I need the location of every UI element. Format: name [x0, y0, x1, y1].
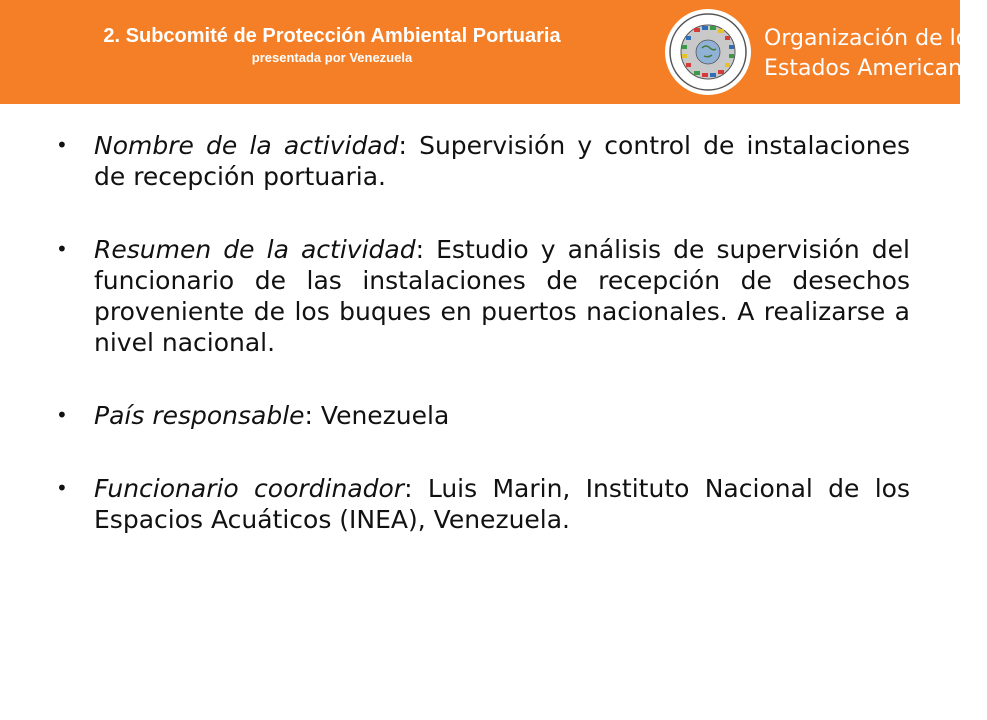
bullet-icon: •: [56, 133, 68, 157]
organization-name: [764, 24, 987, 84]
slide-title: 2. Subcomité de Protección Ambiental Portuaria: [103, 25, 561, 47]
slide-subtitle: presentada por Venezuela: [251, 50, 413, 65]
bullet-list: [56, 130, 910, 577]
bullet-icon: •: [56, 237, 68, 261]
item-text: : Estudio y análisis de supervisión del funcionario de las instalaciones de recepción de desechos proveniente de los buques en puertos nacionales. A realizarse a nivel nacional.: [94, 235, 911, 357]
item-text: : Venezuela: [304, 401, 450, 430]
item-label: Resumen de la actividad: [94, 235, 416, 264]
bullet-item-coordinator: [56, 473, 910, 535]
oas-seal-logo: [664, 8, 752, 96]
bullet-item-responsible-country: [56, 400, 910, 431]
bullet-icon: •: [56, 403, 68, 427]
item-label: País responsable: [94, 401, 305, 430]
item-label: Funcionario coordinador: [94, 474, 405, 503]
bullet-icon: •: [56, 476, 68, 500]
org-name-line-2: Estados Americanos: [764, 56, 987, 81]
item-text: : Supervisión y control de instalaciones de recepción portuaria.: [94, 131, 910, 191]
header-banner: [0, 0, 987, 104]
item-text: : Luis Marin, Instituto Nacional de los Espacios Acuáticos (INEA), Venezuela.: [94, 474, 910, 534]
org-name-line-1: Organización de los: [764, 26, 981, 51]
bullet-item-activity-name: [56, 130, 910, 192]
bullet-item-activity-summary: [56, 234, 910, 358]
item-label: Nombre de la actividad: [94, 131, 399, 160]
